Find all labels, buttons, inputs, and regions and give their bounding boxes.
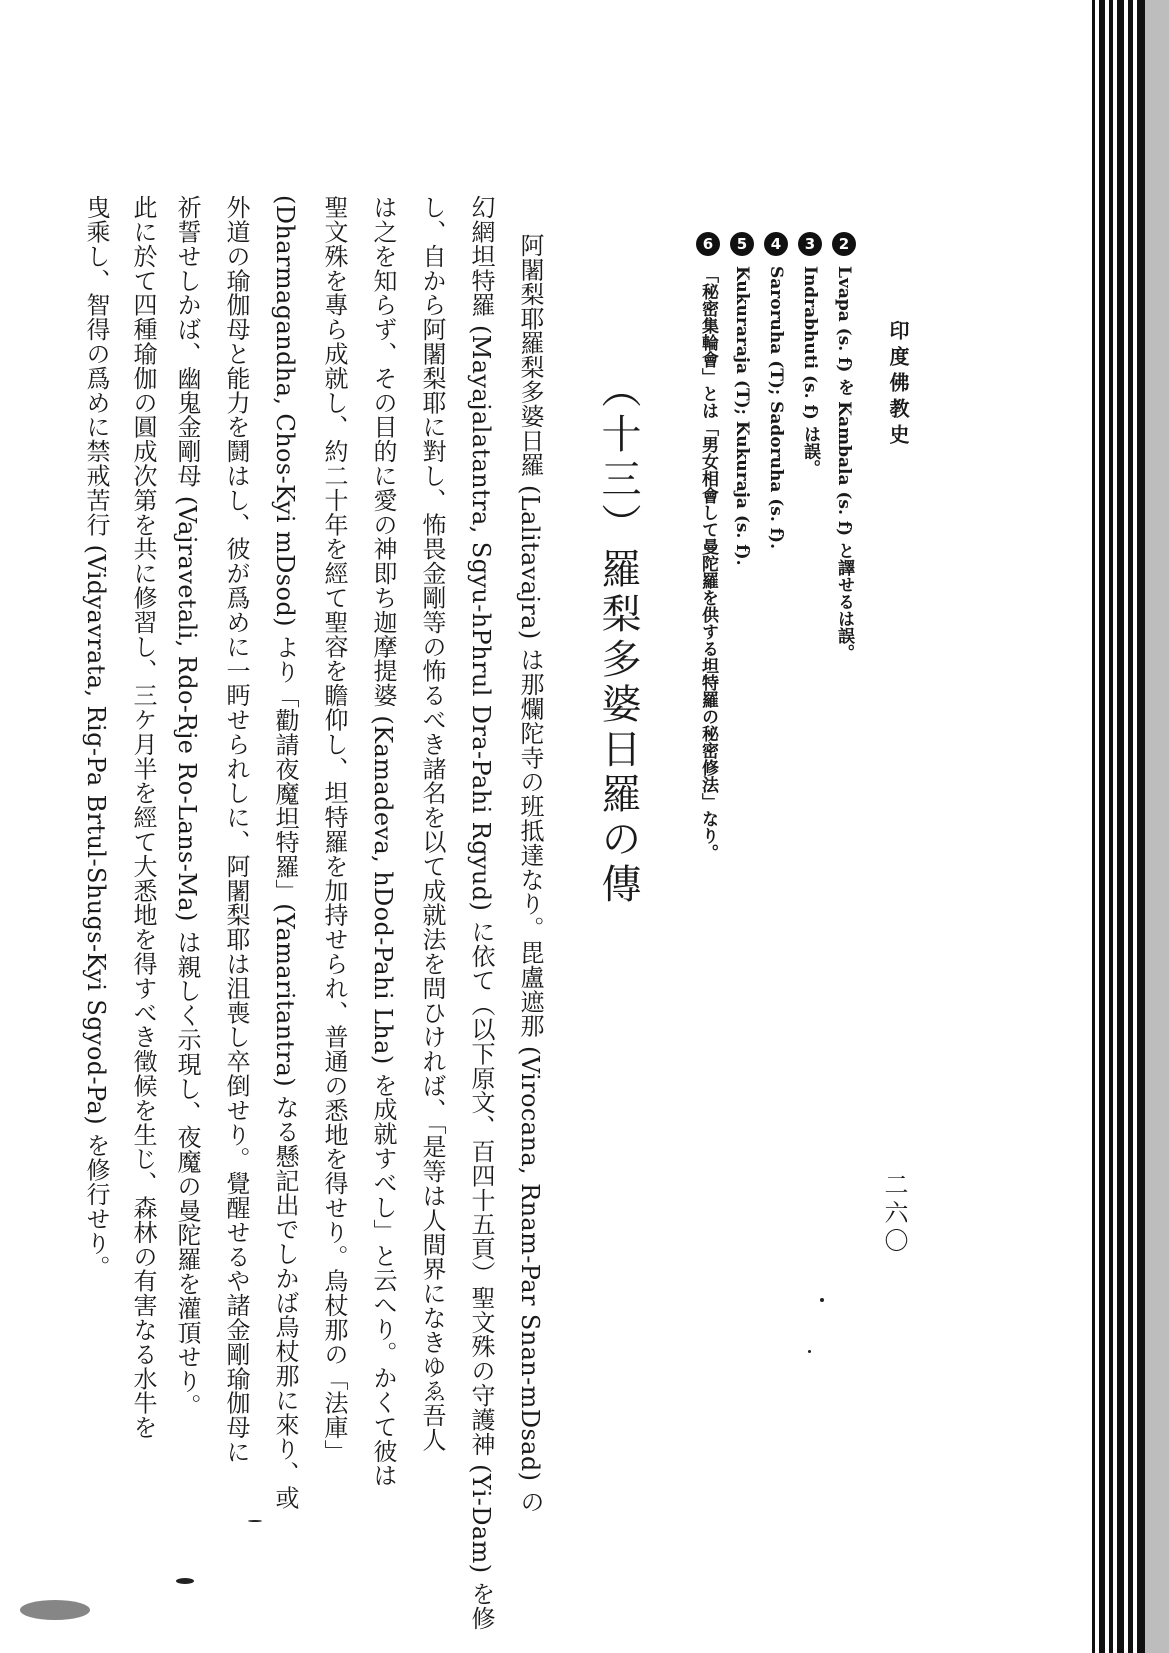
footnote-marker: 2 (832, 232, 856, 256)
body-line: し、自から阿闍梨耶に對し、怖畏金剛等の怖るべき諸名を以て成就法を問ひければ、「是等は人間界になきゆゑ吾人 (418, 195, 446, 1452)
body-line: 聖文殊を專ら成就し、約二十年を經て聖容を瞻仰し、坦特羅を加持せられ、普通の悉地を得せり。烏杖那の「法庫」 (320, 195, 348, 1464)
footnote-6 (696, 232, 720, 861)
body-line: は之を知らず、その目的に愛の神即ち迦摩提婆 (Kamadeva, hDod-Pahi Lha) を成就すべし」と云へり。かくて彼は (369, 195, 397, 1488)
footnote-3 (798, 232, 822, 477)
footnote-5 (730, 232, 754, 566)
section-heading: （十三）羅梨多婆日羅の傳 (595, 368, 641, 908)
footnote-4 (764, 232, 788, 549)
footnote-marker: 3 (798, 232, 822, 256)
body-line: 曳乘し、智得の爲めに禁戒苦行 (Vidyavrata, Rig-Pa Brtul-Shugs-Kyi Sgyod-Pa) を修行せり。 (82, 195, 110, 1280)
footnote-marker: 4 (764, 232, 788, 256)
scan-speck (176, 1578, 194, 1584)
page-number: 二六〇 (880, 1172, 908, 1256)
body-line: 幻網坦特羅 (Mayajalatantra, Sgyu-hPhrul Dra-Pahi Rgyud) に依て（以下原文、百四十五頁）聖文殊の守護神 (Yi-Dam) を修 (467, 195, 495, 1631)
scan-speck (820, 1298, 824, 1302)
footnote-text: Lvapa (s. f) を Kambala (s. f) と譯せるは誤。 (834, 266, 854, 662)
body-line: (Dharmagandha, Chos-Kyi mDsod) より「勸請夜魔坦特羅」(Yamaritantra) なる懸記出でしかば烏杖那に來り、或 (271, 195, 299, 1510)
footnote-text: Indrabhuti (s. f) は誤。 (800, 266, 820, 477)
footnote-text: Kukuraraja (T); Kukuraja (s. f). (732, 266, 752, 566)
footnote-text: Saroruha (T); Sadoruha (s. f). (766, 266, 786, 549)
running-head: 印度佛教史 (886, 320, 910, 450)
body-line: 祈誓せしかば、幽鬼金剛母 (Vajravetali, Rdo-Rje Ro-Lans-Ma) は親しく示現し、夜魔の曼陀羅を灌頂せり。 (173, 195, 201, 1418)
body-line: 外道の瑜伽母と能力を鬪はし、彼が爲めに一眄せられしに、阿闍梨耶は沮喪し卒倒せり。覺醒せるや諸金剛瑜伽母に (222, 195, 250, 1464)
footnote-marker: 5 (730, 232, 754, 256)
scan-speck (248, 1520, 262, 1522)
binding-gutter (1077, 0, 1169, 1653)
footnote-2 (832, 232, 856, 661)
footnote-text: 「秘密集輪會」とは「男女相會して曼陀羅を供する坦特羅の秘密修法」なり。 (698, 266, 718, 861)
scan-smudge (20, 1600, 90, 1620)
body-line: 阿闍梨耶羅梨多婆日羅 (Lalitavajra) は那爛陀寺の班抵達なり。毘盧遮那 (Virocana, Rnam-Par Snan-mDsad) の (516, 233, 544, 1514)
body-line: 此に於て四種瑜伽の圓成次第を共に修習し、三ケ月半を經て大悉地を得すべき徵候を生じ、森林の有害なる水牛を (129, 195, 157, 1440)
scan-speck (808, 1350, 811, 1353)
footnote-marker: 6 (696, 232, 720, 256)
